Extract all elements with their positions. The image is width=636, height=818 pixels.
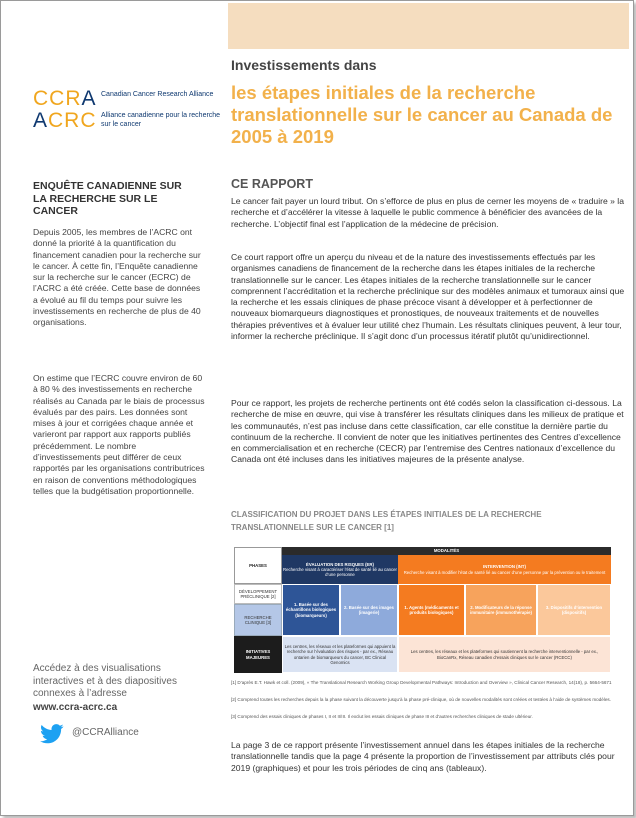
table-phases-header: PHASES — [234, 547, 282, 584]
logo-english-name: Canadian Cancer Research Alliance — [101, 91, 214, 98]
table-interv-header: INTERVENTION (INT) — [483, 564, 526, 570]
table-im-label: INITIATIVES MAJEURES — [234, 636, 282, 673]
table-cell-dispositifs: 3. Dispositifs d’intervention (dispositifs) — [537, 584, 611, 636]
twitter-bird-icon[interactable] — [40, 724, 64, 744]
table-im-right: Les centres, les réseaux et les plateformes qui soutiennent la recherche interventionnelle - par ex., BioCanRx, Réseau canadien d’essais cliniques sur le cancer (RCECC) — [398, 636, 611, 673]
logo-mark — [33, 87, 97, 136]
table-im-left: Les centres, les réseaux et les plateformes qui appuient la recherche sur l’évaluation des risques - par ex., Réseau ontarien de biomarqueurs du cancer, BC Clinical Genomics — [282, 636, 398, 673]
main-paragraph-3: Pour ce rapport, les projets de recherche pertinents ont été codés selon la classification ci-dessous. La recherche de mise en œuvre, qui vise à transférer les résultats cliniques dans les milieux de pratique et les communautés, n’est pas incluse dans cette classification, car elle constitue la dernière partie du continuum de la recherche. Il convient de noter que les initiatives pertinentes des Centres d’excellence en commercialisation et en recherche (CECR) par l’entremise des Centres nationaux d’excellence du Canada ont été incluses dans les initiatives majeures de la présente analyse. — [231, 398, 624, 465]
final-paragraph: La page 3 de ce rapport présente l’investissement annuel dans les étapes initiales de la recherche translationnelle tandis que la page 4 présente la proportion de l’investissement par attributs clés pour 2019 (graphiques) et pour les trois périodes de cinq ans (tableaux). — [231, 740, 615, 773]
table-cell-biomarqueurs: 1. Basée sur des échantillons biologiques (biomarqueurs) — [282, 584, 340, 636]
table-interv-desc: Recherche visant à modifier l’état de santé lié au cancer d’une personne par la prévention ou le traitement — [403, 569, 606, 575]
table-eval-header-cell — [282, 555, 398, 584]
ccra-logo — [33, 88, 223, 140]
table-cell-agents: 1. Agents (médicaments et produits biologiques) — [398, 584, 465, 636]
classification-table — [234, 547, 611, 673]
main-paragraph-1: Le cancer fait payer un lourd tribut. On s’efforce de plus en plus de cerner les moyens de « traduire » la recherche et d’accélérer la vitesse à laquelle le public commence à bénéficier des avancées de la recherche. L’objectif final est l’application de la médecine de précision. — [231, 196, 624, 229]
main-paragraph-2: Ce court rapport offre un aperçu du niveau et de la nature des investissements effectués par les organismes canadiens de financement de la recherche dans les étapes initiales de la recherche translationnelle sur le cancer. Les étapes initiales de la recherche translationnelle sur le cancer comprennent l’accréditation et la recherche préclinique sur des modèles animaux et tumoraux ainsi que la recherche et les essais cliniques de phase précoce visant à développer et à perfectionner de nouveaux biomarqueurs diagnostiques et pronostiques, de nouveaux traitements et de nouvelles thérapies préventives et à évaluer leur utilité chez l’humain. Les résultats cliniques peuvent, à leur tour, informer la recherche préclinique. Il s’agit donc d’un processus itératif plutôt qu’unidirectionnel. — [231, 252, 625, 342]
table-modalites-header: MODALITÉS — [282, 547, 611, 555]
page-title: les étapes initiales de la recherche translationnelle sur le cancer au Canada de 2005 à 2019 — [231, 82, 613, 147]
logo-french-name: Alliance canadienne pour la recherche sur le cancer — [101, 112, 221, 128]
sidebar-access-text: Accédez à des visualisations interactives et à des diapositives connexes à l’adresse — [33, 663, 177, 699]
website-link[interactable]: www.ccra-acrc.ca — [33, 702, 118, 713]
classification-title: CLASSIFICATION DU PROJET DANS LES ÉTAPES INITIALES DE LA RECHERCHE TRANSLATIONNELLE SUR LE CANCER [1] — [231, 510, 542, 532]
sidebar-paragraph-2: On estime que l’ECRC couvre environ de 60 à 80 % des investissements en recherche réalisés au Canada par le biais de processus évalués par des pairs. Les données sont mises à jour et corrigées chaque année et varieront par rapport aux rapports publiés précédemment. Le nombre d’investissements peut différer de ceux rapportés par les organisations contributrices en raison de conventions méthodologiques telles que la budgétisation proportionnelle. — [33, 373, 205, 496]
table-cell-imagerie: 2. Basée sur des images (imagerie) — [340, 584, 398, 636]
footnote-3: [3] Comprend des essais cliniques de phases I, II et II/III. Il exclut les essais cliniques de phase III et d’autres recherches cliniques de stade ultérieur. — [231, 714, 533, 719]
logo-a: A — [81, 87, 97, 110]
sidebar-heading: ENQUÊTE CANADIENNE SUR LA RECHERCHE SUR LE CANCER — [33, 180, 182, 217]
table-eval-header: ÉVALUATION DES RISQUES (ER) — [306, 561, 374, 567]
table-interv-header-cell — [398, 555, 611, 584]
table-rc-label: RECHERCHE CLINIQUE [3] — [234, 604, 282, 636]
twitter-handle[interactable]: @CCRAlliance — [72, 727, 139, 738]
logo-crc: CRC — [48, 109, 97, 132]
section-title-ce-rapport: CE RAPPORT — [231, 177, 313, 191]
table-dev-label: DÉVELOPPEMENT PRÉCLINIQUE [2] — [234, 584, 282, 604]
table-cell-immunotherapie: 2. Modificateurs de la réponse immunitaire (immunothérapie) — [465, 584, 537, 636]
footnote-1: [1] D’après E.T. Hawk et coll. (2009), « The Translational Research Working Group Developmental Pathways: Introduction and Overview », Clinical Cancer Research, 14(18), p. 5664-5671 — [231, 680, 612, 685]
logo-ccr: CCR — [33, 87, 82, 110]
header-kicker: Investissements dans — [231, 57, 377, 73]
table-eval-desc: Recherche visant à caractériser l’état de santé lié au cancer d’une personne — [283, 566, 397, 578]
footnote-2: [2] Comprend toutes les recherches depuis la la phase suivant la découverte jusqu’à la phase pré-clinique, où de nouvelles modalités sont créées et testées à l’aide de systèmes modèles. — [231, 697, 611, 702]
logo-a2: A — [33, 109, 49, 132]
header-band — [228, 3, 629, 49]
sidebar-paragraph-1: Depuis 2005, les membres de l’ACRC ont donné la priorité à la quantification du financement canadien pour la recherche sur le cancer. À cette fin, l’Enquête canadienne sur la recherche sur le cancer (ECRC) de l’ACRC a été créée. Cette base de données a évolué au fil du temps pour suivre les investissements en recherche de plus de 40 organisations. — [33, 227, 201, 328]
